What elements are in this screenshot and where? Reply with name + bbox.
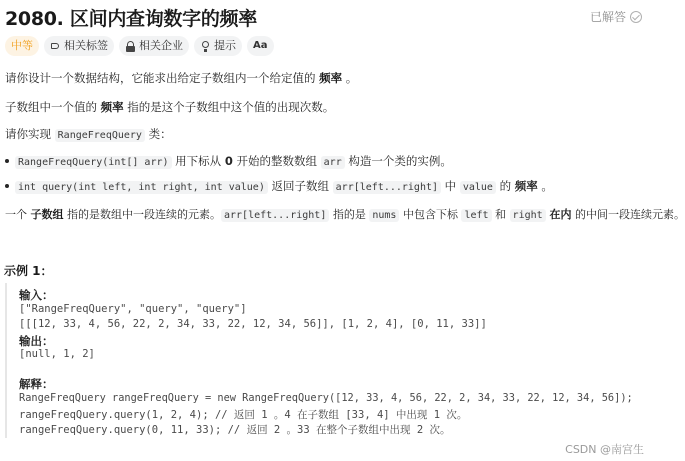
description-p3 [5,126,172,142]
example-title: 示例 1： [4,264,53,278]
explain-line-3: rangeFreqQuery.query(0, 11, 33); // 返回 2 。33 在整个子数组中出现 2 次。 [19,424,451,436]
text: 的 [495,179,515,193]
text: 。 [342,71,358,85]
text: 请你设计一个数据结构，它能求出给定子数组内一个给定值的 [5,71,320,85]
related-companies-button[interactable] [119,36,189,56]
bold-text: 频率 [100,100,124,114]
hints-button[interactable] [194,36,242,56]
text: 开始的整数数组 [232,154,321,168]
text: 请你实现 [5,127,55,141]
output-label: 输出： [19,334,54,348]
text: 。 [537,179,553,193]
text: 一个 [5,208,31,221]
text: 中包含下标 [399,208,462,221]
input-label: 输入： [19,288,54,302]
inline-code: RangeFreqQuery(int[] arr) [15,156,172,169]
inline-code: arr [321,156,345,169]
inline-code: value [460,181,496,194]
bullet-constructor [5,153,452,169]
input-line-2: [[[12, 33, 4, 56, 22, 2, 34, 33, 22, 12, 34, 56]], [1, 2, 4], [0, 11, 33]] [19,318,487,330]
hints-label: 提示 [214,39,236,52]
text: 指的是 [329,208,370,221]
bullet-dot [5,159,9,163]
inline-code: right [510,209,546,222]
lock-icon [125,41,136,52]
related-tags-label: 相关标签 [64,39,108,52]
bold-text: 子数组 [30,208,64,221]
difficulty-label: 中等 [11,39,33,52]
text: 构造一个类的实例。 [344,154,452,168]
inline-code: arr[left...right] [221,209,329,222]
title-row [5,4,645,28]
tag-icon [50,41,61,52]
text: 指的是数组中一段连续的元素。 [63,208,221,221]
bold-text: 0 [224,154,233,168]
solved-label: 已解答 [589,10,626,24]
tag-bar [5,36,274,58]
text: 和 [491,208,510,221]
font-size-icon: Aa [253,40,268,51]
inline-code: nums [369,209,399,222]
text: 返回子数组 [267,179,333,193]
text: 的中间一段连续元素。 [571,208,685,221]
inline-code: int query(int left, int right, int value) [15,181,268,194]
description-p1 [5,70,357,86]
font-size-button[interactable] [247,36,274,56]
text: 类： [144,127,172,141]
related-companies-label: 相关企业 [139,39,183,52]
text: 子数组中一个值的 [5,100,101,114]
bold-text: 频率 [319,71,343,85]
difficulty-badge [5,36,39,56]
related-tags-button[interactable] [44,36,114,56]
explain-label: 解释： [19,377,54,391]
problem-title: 2080. 区间内查询数字的频率 [5,8,257,30]
text: 中 [441,179,460,193]
inline-code: arr[left...right] [333,181,441,194]
bold-text: 频率 [514,179,538,193]
text: 指的是这个子数组中这个值的出现次数。 [123,100,335,114]
description-p4 [5,206,685,222]
bullet-query [5,178,553,194]
explain-line-2: rangeFreqQuery.query(1, 2, 4); // 返回 1 。4 在子数组 [33, 4] 中出现 1 次。 [19,409,468,421]
input-line-1: ["RangeFreqQuery", "query", "query"] [19,303,247,315]
example-block [5,283,647,438]
inline-code: RangeFreqQuery [55,129,145,142]
lightbulb-icon [200,41,211,52]
solved-status [590,8,642,25]
description-p2 [5,99,334,115]
check-circle-icon [630,11,642,23]
text: 用下标从 [171,154,225,168]
explain-line-1: RangeFreqQuery rangeFreqQuery = new RangeFreqQuery([12, 33, 4, 56, 22, 2, 34, 33, 22, 12, 34, 56]); [19,392,633,404]
inline-code: left [461,209,491,222]
output-line: [null, 1, 2] [19,348,95,360]
watermark: CSDN @南宫生 [565,443,644,456]
bold-text: 在内 [545,208,572,221]
bullet-dot [5,184,9,188]
